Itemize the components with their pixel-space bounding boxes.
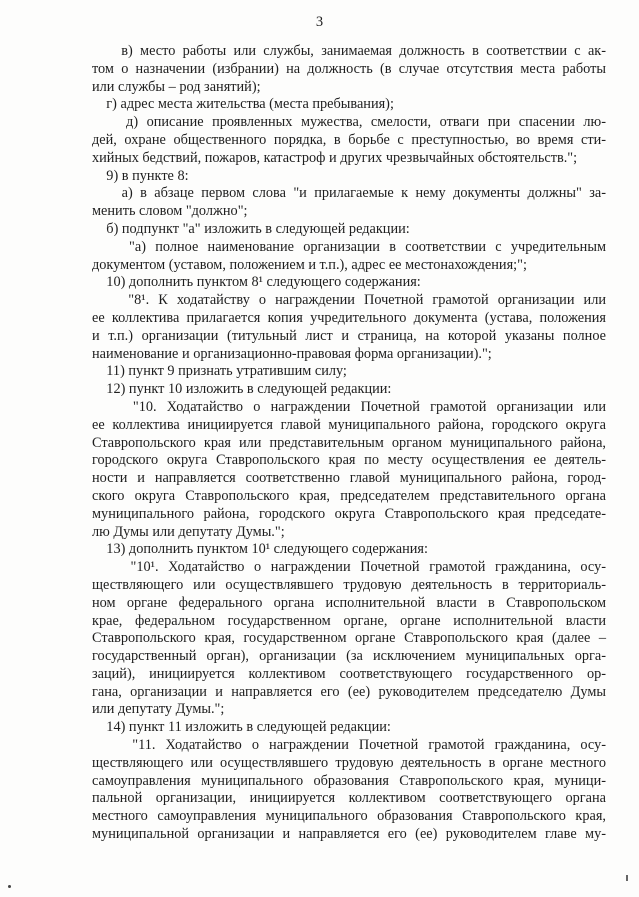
text-line: ном органе федерального органа исполнительной власти в Ставропольском bbox=[92, 594, 606, 611]
text-line: хийных бедствий, пожаров, катастроф и других чрезвычайных обстоятельств."; bbox=[92, 149, 578, 166]
text-line: а) в абзаце первом слова "и прилагаемые к нему документы должны" за- bbox=[92, 185, 606, 202]
text-line: Ставропольского края, государственном органе Ставропольского края (далее – bbox=[92, 630, 606, 647]
scan-artifact bbox=[626, 875, 628, 881]
text-line: ее коллектива прилагается копия учредительного документа (устава, положения bbox=[92, 309, 606, 326]
text-line: 11) пункт 9 признать утратившим силу; bbox=[92, 363, 347, 380]
text-line: том о назначении (избрании) на должность (в случае отсутствия места работы bbox=[92, 60, 606, 77]
text-line: или депутату Думы."; bbox=[92, 701, 225, 718]
text-line: г) адрес места жительства (места пребывания); bbox=[92, 96, 394, 113]
text-line: ского округа Ставропольского края, председателем представительного органа bbox=[92, 487, 606, 504]
text-line: Ставропольского края или представительным органом муниципального района, bbox=[92, 434, 606, 451]
text-line: 9) в пункте 8: bbox=[92, 167, 189, 184]
text-line: ществляющего или осуществлявшего трудовую деятельность в органе местного bbox=[92, 754, 606, 771]
text-line: в) место работы или службы, занимаемая должность в соответствии с ак- bbox=[92, 43, 606, 59]
text-line: местного самоуправления муниципального образования Ставропольского края, bbox=[92, 808, 606, 825]
text-line: ности и направляется соответственно главой муниципального района, город- bbox=[92, 470, 606, 487]
text-line: лю Думы или депутату Думы."; bbox=[92, 523, 285, 540]
text-line: "10¹. Ходатайство о награждении Почетной грамотой гражданина, осу- bbox=[92, 559, 606, 576]
text-line: 10) дополнить пунктом 8¹ следующего содержания: bbox=[92, 274, 421, 291]
text-line: 12) пункт 10 изложить в следующей редакции: bbox=[92, 381, 392, 398]
text-line: муниципального района, городского округа Ставропольского края председате- bbox=[92, 505, 606, 522]
text-line: ее коллектива инициируется главой муниципального района, городского округа bbox=[92, 416, 606, 433]
text-line: менить словом "должно"; bbox=[92, 203, 248, 220]
text-line: самоуправления муниципального образования Ставропольского края, муници- bbox=[92, 772, 606, 789]
text-line: "11. Ходатайство о награждении Почетной грамотой гражданина, осу- bbox=[92, 737, 606, 754]
text-line: и т.п.) организации (титульный лист и страница, на которой указаны полное bbox=[92, 327, 606, 344]
text-line: "8¹. К ходатайству о награждении Почетной грамотой организации или bbox=[92, 292, 606, 309]
text-line: "10. Ходатайство о награждении Почетной грамотой организации или bbox=[92, 398, 606, 415]
text-line: муниципальной организации и направляется его (ее) руководителем главе му- bbox=[92, 826, 606, 843]
text-line: 13) дополнить пунктом 10¹ следующего содержания: bbox=[92, 541, 428, 558]
text-line: государственный орган), организации (за исключением муниципальных орга- bbox=[92, 648, 606, 665]
scan-artifact bbox=[8, 885, 11, 888]
text-line: б) подпункт "а" изложить в следующей редакции: bbox=[92, 220, 410, 237]
text-line: документом (уставом, положением и т.п.), адрес ее местонахождения;"; bbox=[92, 256, 527, 273]
text-line: гана, организации и направляется его (ее) руководителем председателю Думы bbox=[92, 683, 606, 700]
document-body bbox=[92, 43, 606, 844]
text-line: ществляющего или осуществлявшего трудовую деятельность в территориаль- bbox=[92, 576, 606, 593]
page-number: 3 bbox=[315, 14, 324, 30]
text-line: заций), инициируется коллективом соответствующего государственного ор- bbox=[92, 665, 606, 682]
text-line: 14) пункт 11 изложить в следующей редакции: bbox=[92, 719, 391, 736]
text-line: д) описание проявленных мужества, смелости, отваги при спасении лю- bbox=[92, 114, 606, 131]
text-line: крае, федеральном государственном органе, органе исполнительной власти bbox=[92, 612, 606, 629]
text-line: "а) полное наименование организации в соответствии с учредительным bbox=[92, 238, 606, 255]
text-line: пальной организации, инициируется коллективом соответствующего органа bbox=[92, 790, 606, 807]
text-line: наименование и организационно-правовая форма организации)."; bbox=[92, 345, 492, 362]
text-line: городского округа Ставропольского края по месту осуществления ее деятель- bbox=[92, 452, 606, 469]
text-line: дей, охране общественного порядка, в борьбе с преступностью, во время сти- bbox=[92, 131, 606, 148]
text-line: или службы – род занятий); bbox=[92, 78, 261, 95]
